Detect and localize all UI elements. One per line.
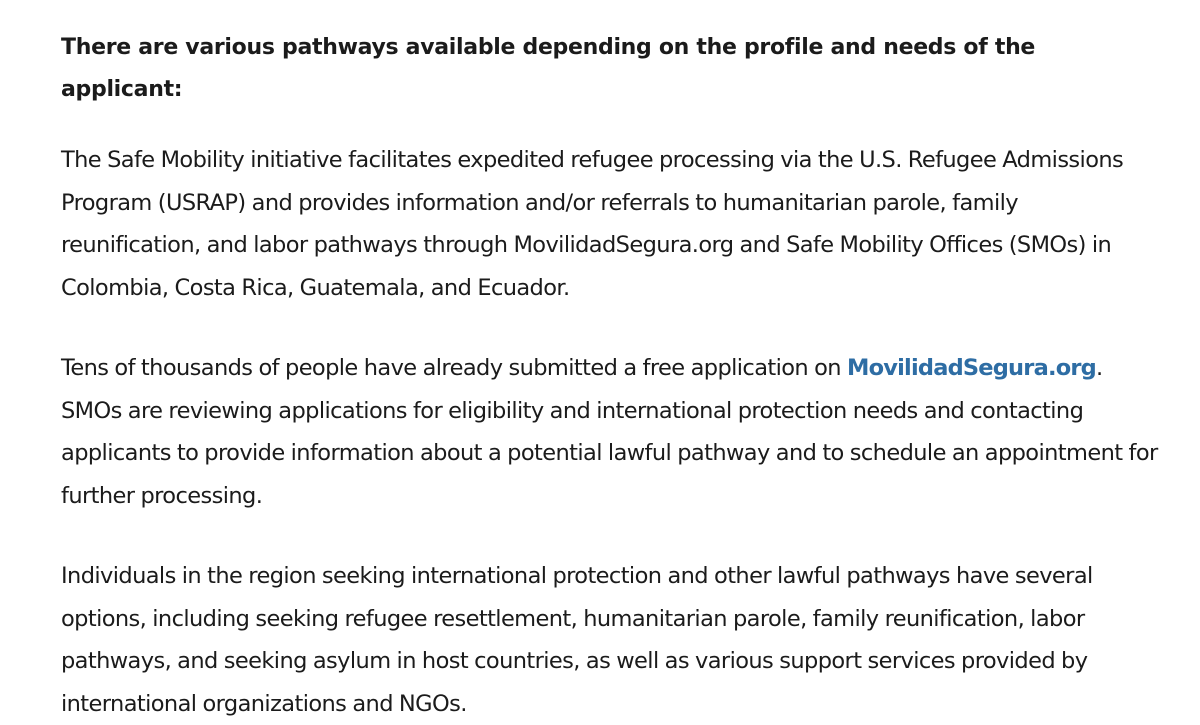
paragraph-applications-text-before: Tens of thousands of people have already submitted a free application on <box>61 355 848 381</box>
section-heading: There are various pathways available depending on the profile and needs of the applicant: <box>61 35 1036 102</box>
movilidad-segura-link[interactable]: MovilidadSegura.org <box>847 355 1096 381</box>
paragraph-applications <box>61 347 1161 517</box>
paragraph-applications-text-after: . SMOs are reviewing applications for eligibility and international protection needs and contacting applicants to provide information about a potential lawful pathway and to schedule an appointment for further processing. <box>61 355 1158 509</box>
paragraph-safe-mobility: The Safe Mobility initiative facilitates expedited refugee processing via the U.S. Refugee Admissions Program (USRAP) and provides information and/or referrals to humanitarian parole, family reunification, and labor pathways through MovilidadSegura.org and Safe Mobility Offices (SMOs) in Colombia, Costa Rica, Guatemala, and Ecuador. <box>61 147 1124 301</box>
article-content <box>61 27 1161 725</box>
paragraph-options: Individuals in the region seeking international protection and other lawful pathways have several options, including seeking refugee resettlement, humanitarian parole, family reunification, labor pathways, and seeking asylum in host countries, as well as various support services provided by international organizations and NGOs. <box>61 563 1093 717</box>
